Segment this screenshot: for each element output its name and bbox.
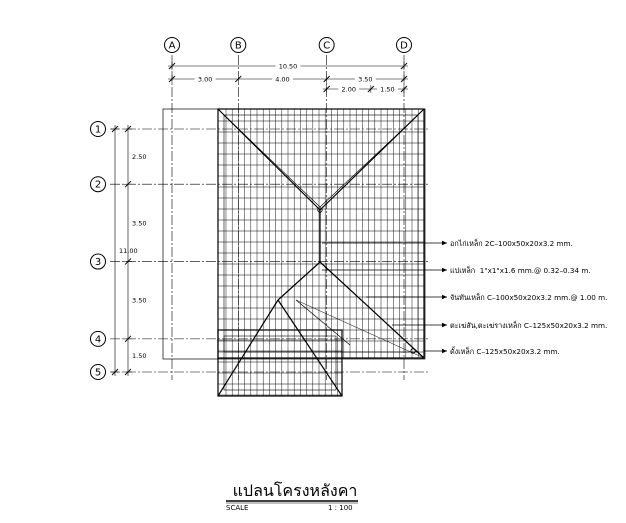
valley-rafter bbox=[278, 262, 320, 300]
callout-arrow bbox=[442, 323, 447, 327]
grid-bubble-label-D: D bbox=[400, 40, 408, 52]
dim-left-segment-label: 3.50 bbox=[132, 296, 147, 305]
dim-left-segment-label: 1.50 bbox=[132, 351, 147, 360]
callout-text: จันทันเหล็ก C–100x50x20x3.2 mm.@ 1.00 m. bbox=[450, 293, 608, 302]
hip-rafter bbox=[320, 262, 424, 358]
grid-bubble-label-C: C bbox=[323, 40, 331, 52]
hip-rafter bbox=[218, 300, 278, 396]
callout-text: แปเหล็ก 1"x1"x1.6 mm.@ 0.32–0.34 m. bbox=[450, 266, 591, 275]
hip-rafter bbox=[278, 300, 342, 396]
grid-bubble-label-1: 1 bbox=[94, 124, 102, 136]
dim-left-overall-label: 11.00 bbox=[119, 247, 138, 255]
callout-arrow bbox=[442, 295, 447, 299]
grid-bubble-label-5: 5 bbox=[94, 367, 102, 379]
grid-bubble-label-B: B bbox=[234, 40, 242, 52]
dim-top-subsegment-label: 2.00 bbox=[341, 85, 357, 94]
grid-bubble-label-A: A bbox=[168, 40, 176, 52]
callout-arrow bbox=[442, 241, 447, 245]
grid-bubble-label-4: 4 bbox=[94, 334, 102, 346]
title-block bbox=[226, 481, 358, 512]
grid-lines bbox=[110, 55, 430, 380]
grid-bubble-label-3: 3 bbox=[94, 257, 102, 269]
post-marker bbox=[411, 349, 415, 353]
roof-framing bbox=[163, 109, 425, 396]
dim-top-subsegment-label: 1.50 bbox=[380, 85, 395, 94]
callout-arrow bbox=[442, 349, 447, 353]
dim-top-segment-label: 3.50 bbox=[358, 75, 373, 84]
callout-text: อกไก่เหล็ก 2C–100x50x20x3.2 mm. bbox=[450, 239, 573, 248]
scale-label: SCALE bbox=[226, 504, 249, 512]
grid-bubble-label-2: 2 bbox=[94, 179, 102, 191]
dim-top-segment-label: 4.00 bbox=[275, 75, 290, 84]
callout-arrow bbox=[442, 268, 447, 272]
callout-text: ตะเฆ่สัน,ตะเฆ่รางเหล็ก C–125x50x20x3.2 mm. bbox=[450, 321, 608, 330]
dim-left-segment-label: 3.50 bbox=[132, 219, 147, 228]
dim-top-segment-label: 3.00 bbox=[197, 75, 213, 84]
callout-text: ดั้งเหล็ก C–125x50x20x3.2 mm. bbox=[450, 347, 560, 356]
dim-top-overall-label: 10.50 bbox=[278, 62, 298, 71]
scale-value: 1 : 100 bbox=[328, 504, 353, 512]
dim-left-segment-label: 2.50 bbox=[132, 153, 147, 162]
drawing-title: แปลนโครงหลังคา bbox=[232, 481, 358, 500]
main-roof-inner-outline bbox=[224, 115, 418, 352]
valley-rafter-edge bbox=[296, 300, 424, 358]
